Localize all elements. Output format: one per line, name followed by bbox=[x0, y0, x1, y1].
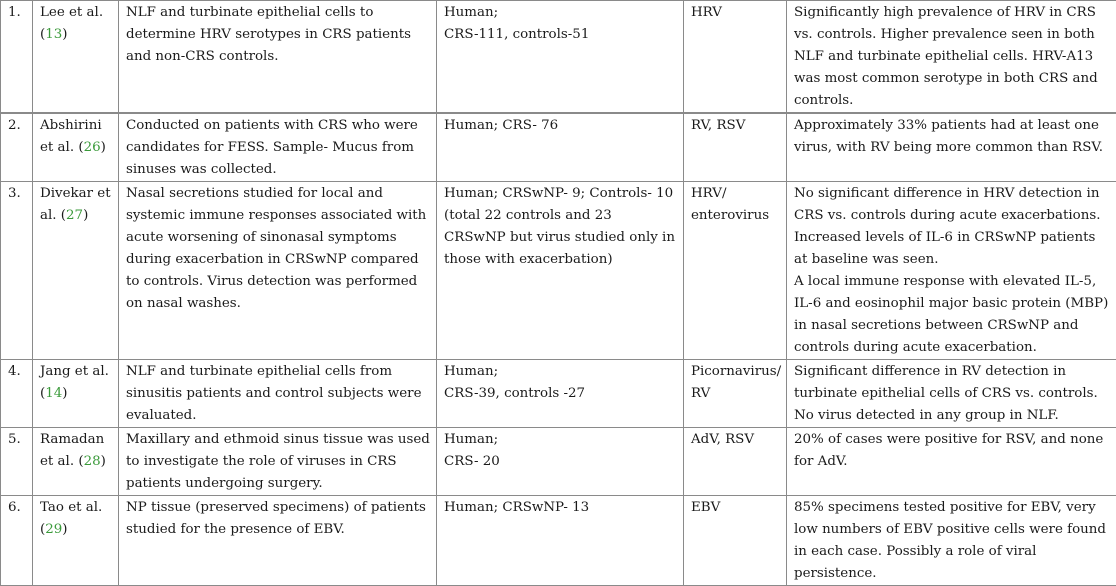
row-number: 5. bbox=[1, 428, 33, 496]
population-cell: Human; CRS- 76 bbox=[437, 113, 684, 182]
row-number: 3. bbox=[1, 182, 33, 360]
method-cell: NLF and turbinate epithelial cells from sinusitis patients and control subjects were evaluated. bbox=[119, 360, 437, 428]
citation-link[interactable]: 13 bbox=[45, 27, 62, 42]
author-name: Ramadan et al. bbox=[40, 432, 104, 469]
method-cell: Conducted on patients with CRS who were candidates for FESS. Sample- Mucus from sinuses was collected. bbox=[119, 113, 437, 182]
table-row bbox=[1, 182, 1116, 360]
findings-cell: 85% specimens tested positive for EBV, very low numbers of EBV positive cells were found in each case. Possibly a role of viral persistence. bbox=[787, 496, 1116, 586]
citation-link[interactable]: 29 bbox=[45, 522, 62, 537]
virus-cell: Picornavirus/ RV bbox=[684, 360, 787, 428]
row-number: 4. bbox=[1, 360, 33, 428]
population-cell: Human; CRSwNP- 13 bbox=[437, 496, 684, 586]
findings-cell: Significantly high prevalence of HRV in CRS vs. controls. Higher prevalence seen in both NLF and turbinate epithelial cells. HRV-A13 was most common serotype in both CRS and controls. bbox=[787, 1, 1116, 114]
method-cell: Nasal secretions studied for local and systemic immune responses associated with acute worsening of sinonasal symptoms during exacerbation in CRSwNP compared to controls. Virus detection was performed on nasal washes. bbox=[119, 182, 437, 360]
table-row bbox=[1, 113, 1116, 182]
table-row bbox=[1, 496, 1116, 586]
author-cell: Ramadan et al. (28) bbox=[33, 428, 119, 496]
author-name: Jang et al. bbox=[40, 364, 109, 379]
findings-cell: 20% of cases were positive for RSV, and none for AdV. bbox=[787, 428, 1116, 496]
virus-cell: AdV, RSV bbox=[684, 428, 787, 496]
virus-cell: RV, RSV bbox=[684, 113, 787, 182]
row-number: 2. bbox=[1, 113, 33, 182]
virus-cell: EBV bbox=[684, 496, 787, 586]
method-cell: NP tissue (preserved specimens) of patients studied for the presence of EBV. bbox=[119, 496, 437, 586]
row-number: 6. bbox=[1, 496, 33, 586]
citation-link[interactable]: 26 bbox=[84, 140, 101, 155]
population-cell: Human; CRSwNP- 9; Controls- 10 (total 22 controls and 23 CRSwNP but virus studied only in those with exacerbation) bbox=[437, 182, 684, 360]
method-cell: NLF and turbinate epithelial cells to determine HRV serotypes in CRS patients and non-CRS controls. bbox=[119, 1, 437, 114]
table-row bbox=[1, 1, 1116, 114]
row-number: 1. bbox=[1, 1, 33, 114]
author-name: Tao et al. bbox=[40, 500, 102, 515]
method-cell: Maxillary and ethmoid sinus tissue was used to investigate the role of viruses in CRS patients undergoing surgery. bbox=[119, 428, 437, 496]
citation-link[interactable]: 27 bbox=[66, 208, 83, 223]
author-cell: Lee et al. (13) bbox=[33, 1, 119, 114]
findings-cell: Significant difference in RV detection in turbinate epithelial cells of CRS vs. controls. No virus detected in any group in NLF. bbox=[787, 360, 1116, 428]
author-cell: Abshirini et al. (26) bbox=[33, 113, 119, 182]
population-cell: Human; CRS- 20 bbox=[437, 428, 684, 496]
virus-cell: HRV bbox=[684, 1, 787, 114]
author-name: Abshirini et al. bbox=[40, 118, 102, 155]
findings-cell: Approximately 33% patients had at least one virus, with RV being more common than RSV. bbox=[787, 113, 1116, 182]
population-cell: Human; CRS-39, controls -27 bbox=[437, 360, 684, 428]
citation-link[interactable]: 14 bbox=[45, 386, 62, 401]
author-cell: Divekar et al. (27) bbox=[33, 182, 119, 360]
table-row bbox=[1, 428, 1116, 496]
findings-cell: No significant difference in HRV detection in CRS vs. controls during acute exacerbations. Increased levels of IL-6 in CRSwNP patients at baseline was seen. A local immune response with elevated IL-5, IL-6 and eosinophil major basic protein (MBP) in nasal secretions between CRSwNP and controls during acute exacerbation. bbox=[787, 182, 1116, 360]
author-cell: Jang et al. (14) bbox=[33, 360, 119, 428]
citation-link[interactable]: 28 bbox=[84, 454, 101, 469]
population-cell: Human; CRS-111, controls-51 bbox=[437, 1, 684, 114]
table-row bbox=[1, 360, 1116, 428]
author-name: Lee et al. bbox=[40, 5, 103, 20]
author-cell: Tao et al. (29) bbox=[33, 496, 119, 586]
author-name: Divekar et al. bbox=[40, 186, 111, 223]
virus-cell: HRV/ enterovirus bbox=[684, 182, 787, 360]
